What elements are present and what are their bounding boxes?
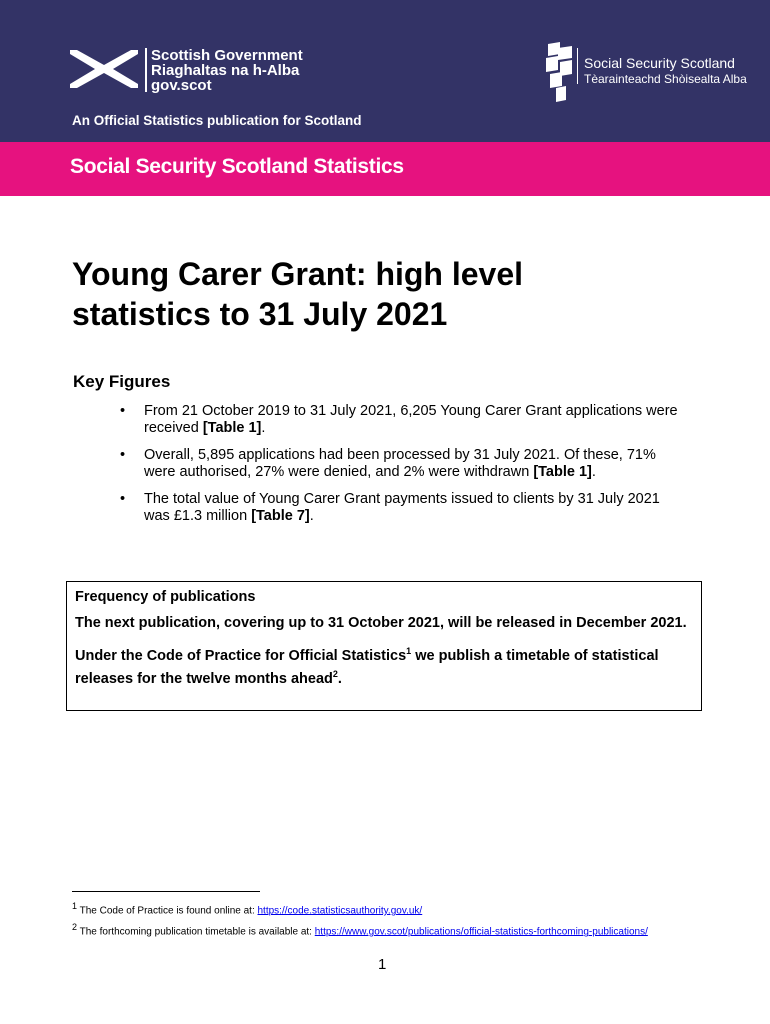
list-item: [120, 447, 680, 481]
key-figure-text: Overall, 5,895 applications had been processed by 31 July 2021. Of these, 71% were authorised, 27% were denied, and 2% were withdrawn: [144, 447, 656, 480]
list-item: [120, 403, 680, 437]
sg-logo-line2: Riaghaltas na h-Alba: [151, 62, 300, 79]
footnote-1: [72, 899, 692, 918]
publication-timetable-link[interactable]: https://www.gov.scot/publications/official-statistics-forthcoming-publications/: [314, 926, 648, 938]
sg-logo-line1: Scottish Government: [151, 47, 303, 64]
sentence-end: .: [261, 420, 266, 436]
bullet-icon: •: [120, 447, 126, 463]
header: [0, 0, 770, 142]
sss-name: Social Security Scotland: [584, 55, 735, 71]
footnote-number: 2: [72, 922, 78, 932]
key-figures-heading: Key Figures: [73, 372, 171, 391]
table-reference: [Table 1]: [533, 464, 592, 480]
footnote-2: [72, 920, 692, 939]
sss-gaelic-name: Tèarainteachd Shòisealta Alba: [584, 72, 747, 86]
sss-divider: [577, 48, 578, 84]
bullet-icon: •: [120, 403, 126, 419]
frequency-heading: Frequency of publications: [75, 589, 256, 605]
code-of-practice-link[interactable]: https://code.statisticsauthority.gov.uk/: [257, 905, 423, 917]
table-reference: [Table 7]: [251, 508, 310, 524]
title-line2: statistics to 31 July 2021: [72, 296, 448, 332]
sg-logo-text: [151, 48, 303, 93]
key-figure-text: From 21 October 2019 to 31 July 2021, 6,205 Young Carer Grant applications were received: [144, 403, 678, 436]
footnote-text: The Code of Practice is found online at:: [77, 905, 258, 917]
footnote-number: 1: [72, 901, 78, 911]
footnote-ref-2[interactable]: 2: [332, 668, 338, 679]
table-reference: [Table 1]: [202, 420, 262, 436]
page-title: [72, 254, 712, 334]
list-item: [120, 491, 680, 525]
sg-logo-line3: gov.scot: [151, 77, 212, 94]
sss-mark-icon: [544, 42, 574, 102]
logo-divider: [145, 48, 147, 92]
sentence-end: .: [591, 464, 596, 480]
footnote-ref-1[interactable]: 1: [406, 646, 412, 656]
banner-title: Social Security Scotland Statistics: [70, 155, 404, 178]
sentence-end: .: [309, 508, 314, 524]
code-of-practice-text: [75, 642, 693, 688]
frequency-box: [66, 581, 702, 711]
footnote-divider: [72, 891, 260, 892]
page-number: 1: [378, 956, 387, 973]
next-publication-text: The next publication, covering up to 31 October 2021, will be released in December 2021.: [75, 615, 687, 631]
footnote-text: The forthcoming publication timetable is available at:: [77, 926, 315, 938]
code-text-end: .: [337, 670, 342, 687]
bullet-icon: •: [120, 491, 126, 507]
key-figure-text: The total value of Young Carer Grant payments issued to clients by 31 July 2021 was £1.3 million: [144, 491, 660, 524]
title-line1: Young Carer Grant: high level: [72, 256, 524, 292]
saltire-icon: [70, 50, 138, 88]
key-figures-list: [120, 403, 680, 535]
code-text-a: Under the Code of Practice for Official Statistics: [75, 647, 407, 664]
code-text-b: we publish a timetable of statistical releases for the twelve months ahead: [75, 647, 659, 687]
official-statistics-line: An Official Statistics publication for Scotland: [72, 113, 362, 128]
